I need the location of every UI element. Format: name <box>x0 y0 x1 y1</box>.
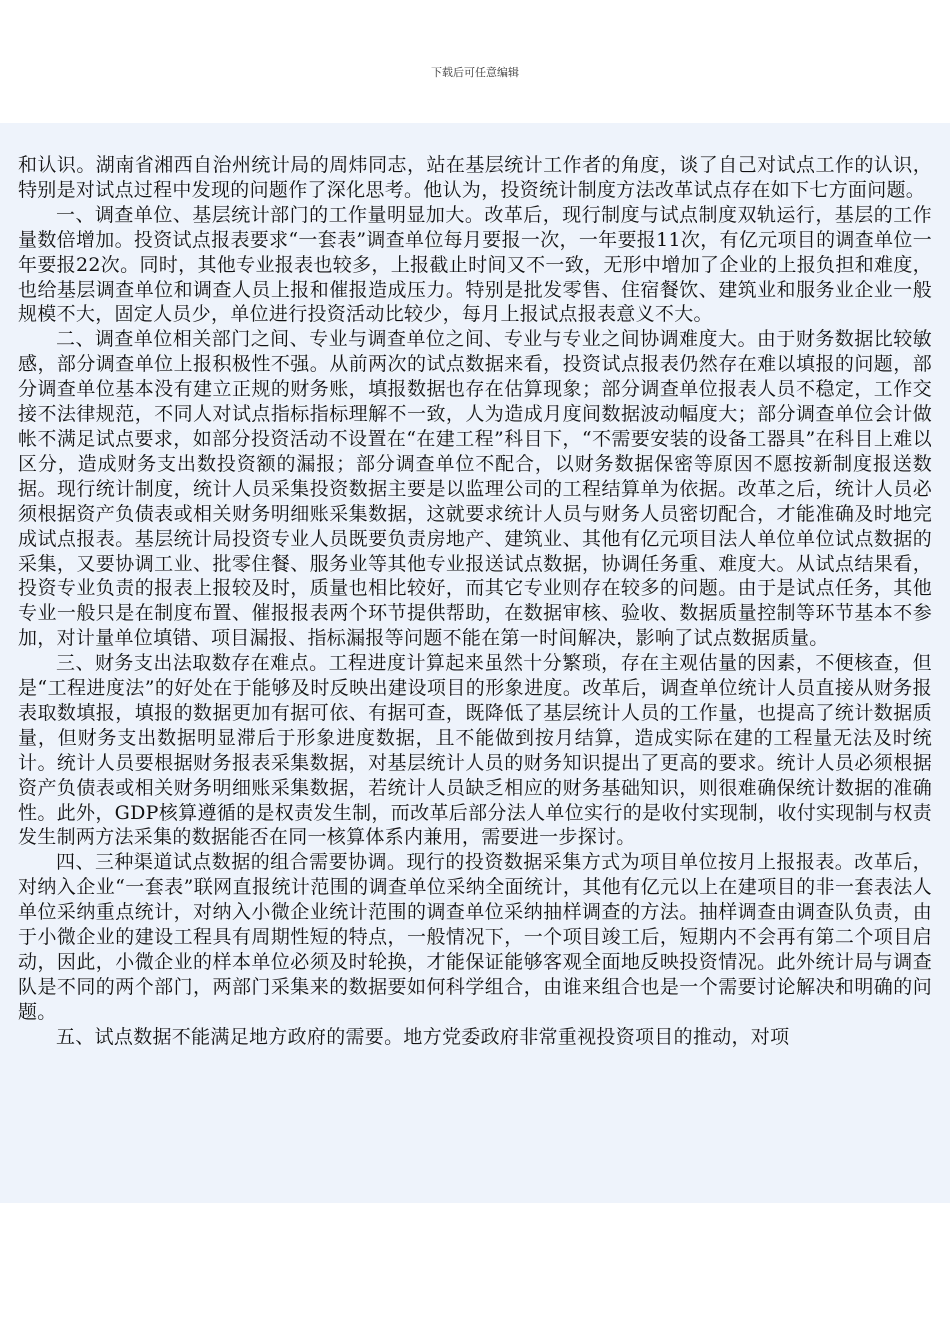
document-body <box>0 123 950 1203</box>
paragraph-issue-3: 三、财务支出法取数存在难点。工程进度计算起来虽然十分繁琐，存在主观估量的因素，不便核查，但是“工程进度法”的好处在于能够及时反映出建设项目的形象进度。改革后，调查单位统计人员直接从财务报表取数填报，填报的数据更加有据可依、有据可查，既降低了基层统计人员的工作量，也提高了统计数据质量，但财务支出数据明显滞后于形象进度数据，且不能做到按月结算，造成实际在建的工程量无法及时统计。统计人员要根据财务报表采集数据，对基层统计人员的财务知识提出了更高的要求。统计人员必须根据资产负债表或相关财务明细账采集数据，若统计人员缺乏相应的财务基础知识，则很难确保统计数据的准确性。此外，GDP核算遵循的是权责发生制，而改革后部分法人单位实行的是收付实现制，收付实现制与权责发生制两方法采集的数据能否在同一核算体系内兼用，需要进一步探讨。 <box>18 652 932 849</box>
paragraph-issue-2: 二、调查单位相关部门之间、专业与调查单位之间、专业与专业之间协调难度大。由于财务数据比较敏感，部分调查单位上报积极性不强。从前两次的试点数据来看，投资试点报表仍然存在难以填报的问题，部分调查单位基本没有建立正规的财务账，填报数据也存在估算现象；部分调查单位报表人员不稳定，工作交接不法律规范，不同人对试点指标指标理解不一致，人为造成月度间数据波动幅度大；部分调查单位会计做帐不满足试点要求，如部分投资活动不设置在“在建工程”科目下，“不需要安装的设备工器具”在科目上难以区分，造成财务支出数投资额的漏报；部分调查单位不配合，以财务数据保密等原因不愿按新制度报送数据。现行统计制度，统计人员采集投资数据主要是以监理公司的工程结算单为依据。改革之后，统计人员必须根据资产负债表或相关财务明细账采集数据，这就要求统计人员与财务人员密切配合，才能准确及时地完成试点报表。基层统计局投资专业人员既要负责房地产、建筑业、其他有亿元项目法人单位单位试点数据的采集，又要协调工业、批零住餐、服务业等其他专业报送试点数据，协调任务重、难度大。从试点结果看，投资专业负责的报表上报较及时，质量也相比较好，而其它专业则存在较多的问题。由于是试点任务，其他专业一般只是在制度布置、催报报表两个环节提供帮助，在数据审核、验收、数据质量控制等环节基本不参加，对计量单位填错、项目漏报、指标漏报等问题不能在第一时间解决，影响了试点数据质量。 <box>18 328 932 650</box>
paragraph-intro: 和认识。湖南省湘西自治州统计局的周炜同志，站在基层统计工作者的角度，谈了自己对试点工作的认识，特别是对试点过程中发现的问题作了深化思考。他认为，投资统计制度方法改革试点存在如下七方面问题。 <box>18 154 932 201</box>
page-header-note: 下载后可任意编辑 <box>431 66 519 79</box>
paragraph-issue-4: 四、三种渠道试点数据的组合需要协调。现行的投资数据采集方式为项目单位按月上报报表。改革后，对纳入企业“一套表”联网直报统计范围的调查单位采纳全面统计，其他有亿元以上在建项目的非一套表法人单位采纳重点统计，对纳入小微企业统计范围的调查单位采纳抽样调查的方法。抽样调查由调查队负责，由于小微企业的建设工程具有周期性短的特点，一般情况下，一个项目竣工后，短期内不会再有第二个项目启动，因此，小微企业的样本单位必须及时轮换，才能保证能够客观全面地反映投资情况。此外统计局与调查队是不同的两个部门，两部门采集来的数据要如何科学组合，由谁来组合也是一个需要讨论解决和明确的问题。 <box>18 851 932 1023</box>
paragraph-issue-5: 五、试点数据不能满足地方政府的需要。地方党委政府非常重视投资项目的推动，对项 <box>56 1025 790 1048</box>
paragraph-issue-1: 一、调查单位、基层统计部门的工作量明显加大。改革后，现行制度与试点制度双轨运行，基层的工作量数倍增加。投资试点报表要求“一套表”调查单位每月要报一次，一年要报11次，有亿元项目的调查单位一年要报22次。同时，其他专业报表也较多，上报截止时间又不一致，无形中增加了企业的上报负担和难度，也给基层调查单位和调查人员上报和催报造成压力。特别是批发零售、住宿餐饮、建筑业和服务业企业一般规模不大，固定人员少，单位进行投资活动比较少，每月上报试点报表意义不大。 <box>18 203 932 326</box>
